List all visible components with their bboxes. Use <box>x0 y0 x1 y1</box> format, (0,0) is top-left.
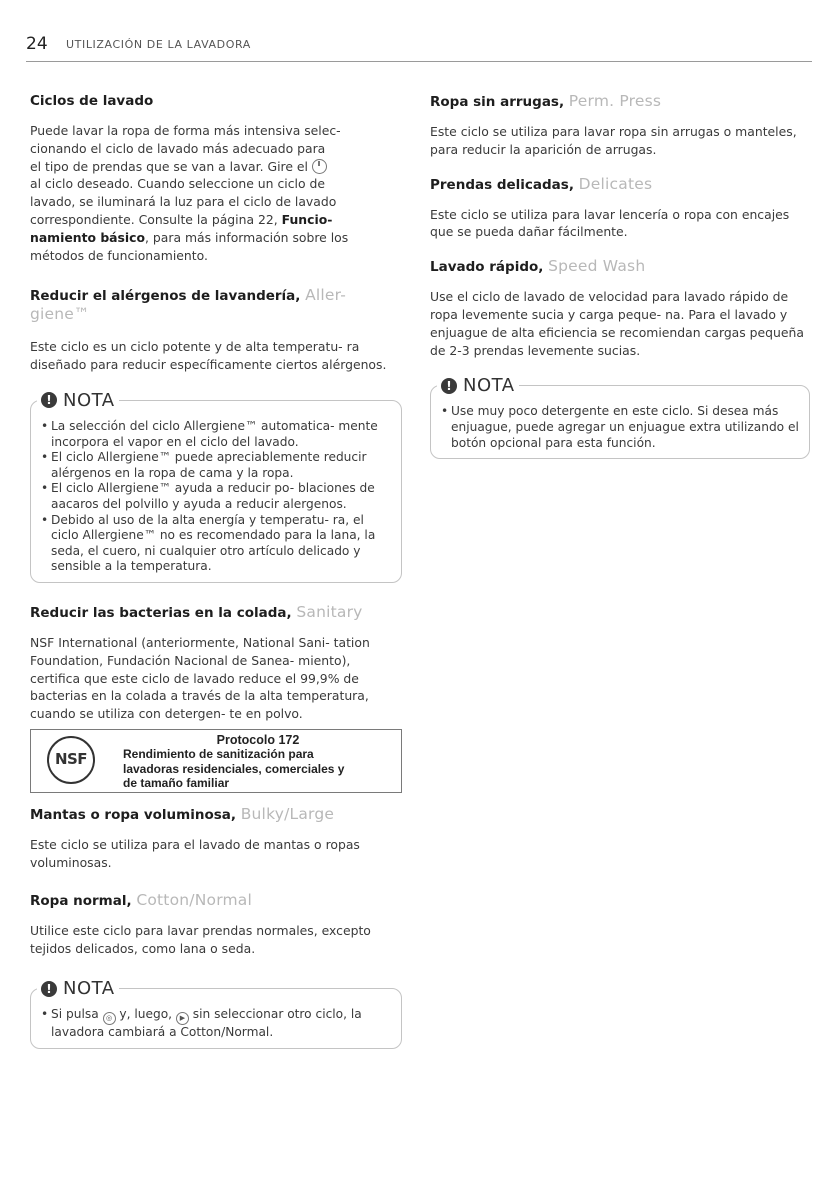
start-pause-button-icon: ▶ <box>176 1012 189 1025</box>
note-item: • El ciclo Allergiene™ ayuda a reducir po- blaciones de aacaros del polvillo y ayuda a reducir alergenos. <box>41 481 391 512</box>
nsf-certification-box <box>30 729 402 793</box>
nsf-logo: NSF <box>47 736 95 784</box>
cycle-name: Aller- <box>305 286 347 305</box>
cycle-name: Bulky/Large <box>240 804 335 823</box>
page-header <box>26 34 812 62</box>
note-title: NOTA <box>63 978 115 1000</box>
section-ciclos-de-lavado <box>30 92 402 264</box>
section-allergiene <box>30 286 402 374</box>
info-icon: ! <box>41 392 57 408</box>
section-body: NSF International (anteriormente, National Sani- tation Foundation, Fundación Nacional de Sanea- miento), certifica que este ciclo de lavado reduce el 99,9% de bacterias en la colada a través de la alta temperatura, cuando se utiliza con detergen- te en polvo. <box>30 634 370 722</box>
chapter-title: UTILIZACIÓN DE LA LAVADORA <box>66 38 251 51</box>
note-title: NOTA <box>63 389 115 411</box>
right-column <box>430 92 810 459</box>
note-list <box>441 404 799 451</box>
section-body: Utilice este ciclo para lavar prendas normales, excepto tejidos delicados, como lana o seda. <box>30 923 371 957</box>
note-title: NOTA <box>463 375 515 397</box>
cycle-name: Speed Wash <box>548 257 646 276</box>
section-title: Lavado rápido, Speed Wash <box>430 257 646 276</box>
section-speed-wash <box>430 257 810 359</box>
note-header <box>37 390 119 411</box>
section-perm-press <box>430 92 810 159</box>
section-body: Este ciclo se utiliza para lavar ropa sin arrugas o manteles, para reducir la aparición de arrugas. <box>430 124 797 157</box>
note-item: • La selección del ciclo Allergiene™ automatica- mente incorpora el vapor en el ciclo del lavado. <box>41 419 391 450</box>
section-body: Este ciclo es un ciclo potente y de alta temperatu- ra diseñado para reducir específicamente ciertos alérgenos. <box>30 339 387 373</box>
power-button-icon: ◎ <box>103 1012 116 1025</box>
section-body: Este ciclo se utiliza para lavar lencería o ropa con encajes que se pueda dañar fácilmente. <box>430 206 790 240</box>
info-icon: ! <box>41 981 57 997</box>
cycle-name-cont: giene™ <box>30 305 90 324</box>
cycle-name: Perm. Press <box>568 92 662 110</box>
section-title: Reducir las bacterias en la colada, Sanitary <box>30 602 363 621</box>
section-title: Ciclos de lavado <box>30 93 154 109</box>
note-item: • El ciclo Allergiene™ puede apreciablemente reducir alérgenos en la ropa de cama y la ropa. <box>41 450 391 481</box>
page-number: 24 <box>26 34 48 54</box>
info-icon: ! <box>441 378 457 394</box>
section-body: Puede lavar la ropa de forma más intensiva selec- cionando el ciclo de lavado más adecuado para el tipo de prendas que se van a lavar. Gire el al ciclo deseado. Cuando seleccione un ciclo de lavado, se iluminará la luz para el ciclo de lavado correspondiente. Consulte la página 22, Funcio- namiento básico, para más información sobre los métodos de funcionamiento. <box>30 123 349 263</box>
section-title: Reducir el alérgenos de lavandería, Aller- giene™ <box>30 286 347 324</box>
note-list <box>41 1007 391 1041</box>
note-box-allergiene <box>30 389 402 583</box>
section-bulky <box>30 805 402 872</box>
left-column <box>30 92 402 1049</box>
cycle-name: Delicates <box>578 174 653 193</box>
section-title: Ropa normal, Cotton/Normal <box>30 891 252 910</box>
note-header <box>437 375 519 396</box>
note-header <box>37 978 119 999</box>
section-sanitary <box>30 603 402 723</box>
note-item: • Debido al uso de la alta energía y temperatu- ra, el ciclo Allergiene™ no es recomendado para la lana, la seda, el cuero, ni cualquier otro artículo delicado y sensible a la temperatura. <box>41 513 391 575</box>
cycle-dial-icon <box>312 159 327 174</box>
cycle-name: Cotton/Normal <box>136 891 252 910</box>
nsf-text: Protocolo 172 Rendimiento de sanitización para lavadoras residenciales, comerciales y de tamaño familiar <box>123 732 345 791</box>
section-title: Mantas o ropa voluminosa, Bulky/Large <box>30 804 335 823</box>
section-cotton-normal <box>30 891 402 958</box>
cycle-name: Sanitary <box>296 602 363 621</box>
note-box-cotton <box>30 978 402 1049</box>
section-body: Use el ciclo de lavado de velocidad para lavado rápido de ropa levemente sucia y carga peque- na. Para el lavado y enjuague de alta eficiencia se recomiendan cargas pequeña de 2-3 prendas levemente sucias. <box>430 289 804 358</box>
note-item: • Use muy poco detergente en este ciclo. Si desea más enjuague, puede agregar un enjuague extra utilizando el botón opcional para esta función. <box>441 404 799 451</box>
note-item: • Si pulsa ◎ y, luego, ▶ sin seleccionar otro ciclo, la lavadora cambiará a Cotton/Normal. <box>41 1007 391 1041</box>
note-list <box>41 419 391 575</box>
note-box-speed-wash <box>430 375 810 459</box>
section-title: Prendas delicadas, Delicates <box>430 174 653 193</box>
section-delicates <box>430 175 810 242</box>
section-title: Ropa sin arrugas, Perm. Press <box>430 92 662 110</box>
section-body: Este ciclo se utiliza para el lavado de mantas o ropas voluminosas. <box>30 836 360 870</box>
